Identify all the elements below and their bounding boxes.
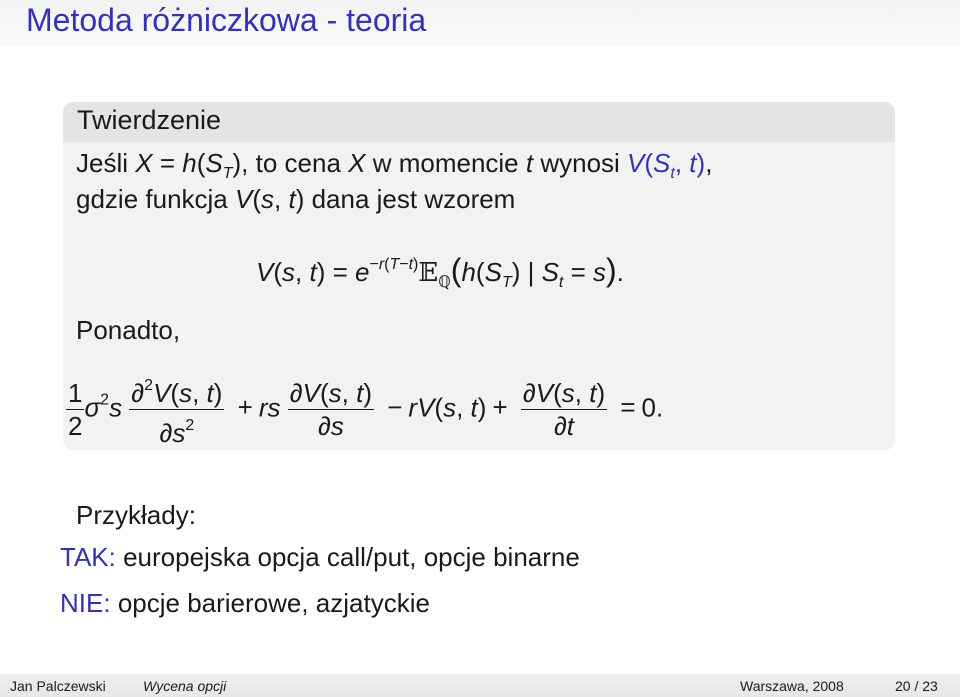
text-dana-jest: dana jest wzorem (304, 184, 516, 214)
yes-text: europejska opcja call/put, opcje binarne (123, 542, 580, 572)
theorem-heading: Twierdzenie (77, 105, 222, 135)
formula-pde: $\frac{1}{2}$ $\sigma^2s$ $\frac{\partial^2V(s, t)}{\partial s^2}$ + rs $\frac{\partial V(s, t)}{\partial s}$ − rV(s, t) + $\frac{\partial V(s, t)}{\partial t}$ = 0. (66, 370, 663, 449)
text-wynosi: wynosi (533, 148, 628, 178)
example-yes (60, 542, 580, 573)
formula-value: V(s, $t) = e^{-r(T-t)}𝔼_ℚ(h(S_T)$ | $S_t = s$). (256, 252, 624, 291)
text-w-momencie: w momencie (365, 148, 526, 178)
no-text: opcje barierowe, azjatyckie (117, 588, 430, 618)
theorem-header (63, 102, 895, 142)
text-gdzie-funkcja: gdzie funkcja (76, 184, 235, 214)
footer-place-date: Warszawa, 2008 (740, 678, 844, 694)
title-bar (0, 0, 960, 46)
footer-author: Jan Palczewski (10, 678, 106, 694)
theorem-line-2: gdzie funkcja V(s, t) dana jest wzorem (76, 184, 516, 214)
slide-title: Metoda różniczkowa - teoria (26, 2, 427, 38)
moreover-label: Ponadto, (76, 315, 181, 345)
no-label: NIE: (60, 588, 111, 618)
text-jesli: Jeśli (76, 148, 136, 178)
footer-talk: Wycena opcji (143, 678, 227, 694)
footer-page-number: 20 / 23 (895, 678, 938, 694)
text-to-cena: , to cena (241, 148, 349, 178)
example-no (60, 588, 430, 619)
footer (0, 674, 960, 697)
yes-label: TAK: (60, 542, 116, 572)
examples-heading: Przykłady: (76, 500, 196, 530)
theorem-line-1: Jeśli $X = h(S_T)$, to cena X w momencie t wynosi $V(S_t$, t), (76, 148, 713, 182)
